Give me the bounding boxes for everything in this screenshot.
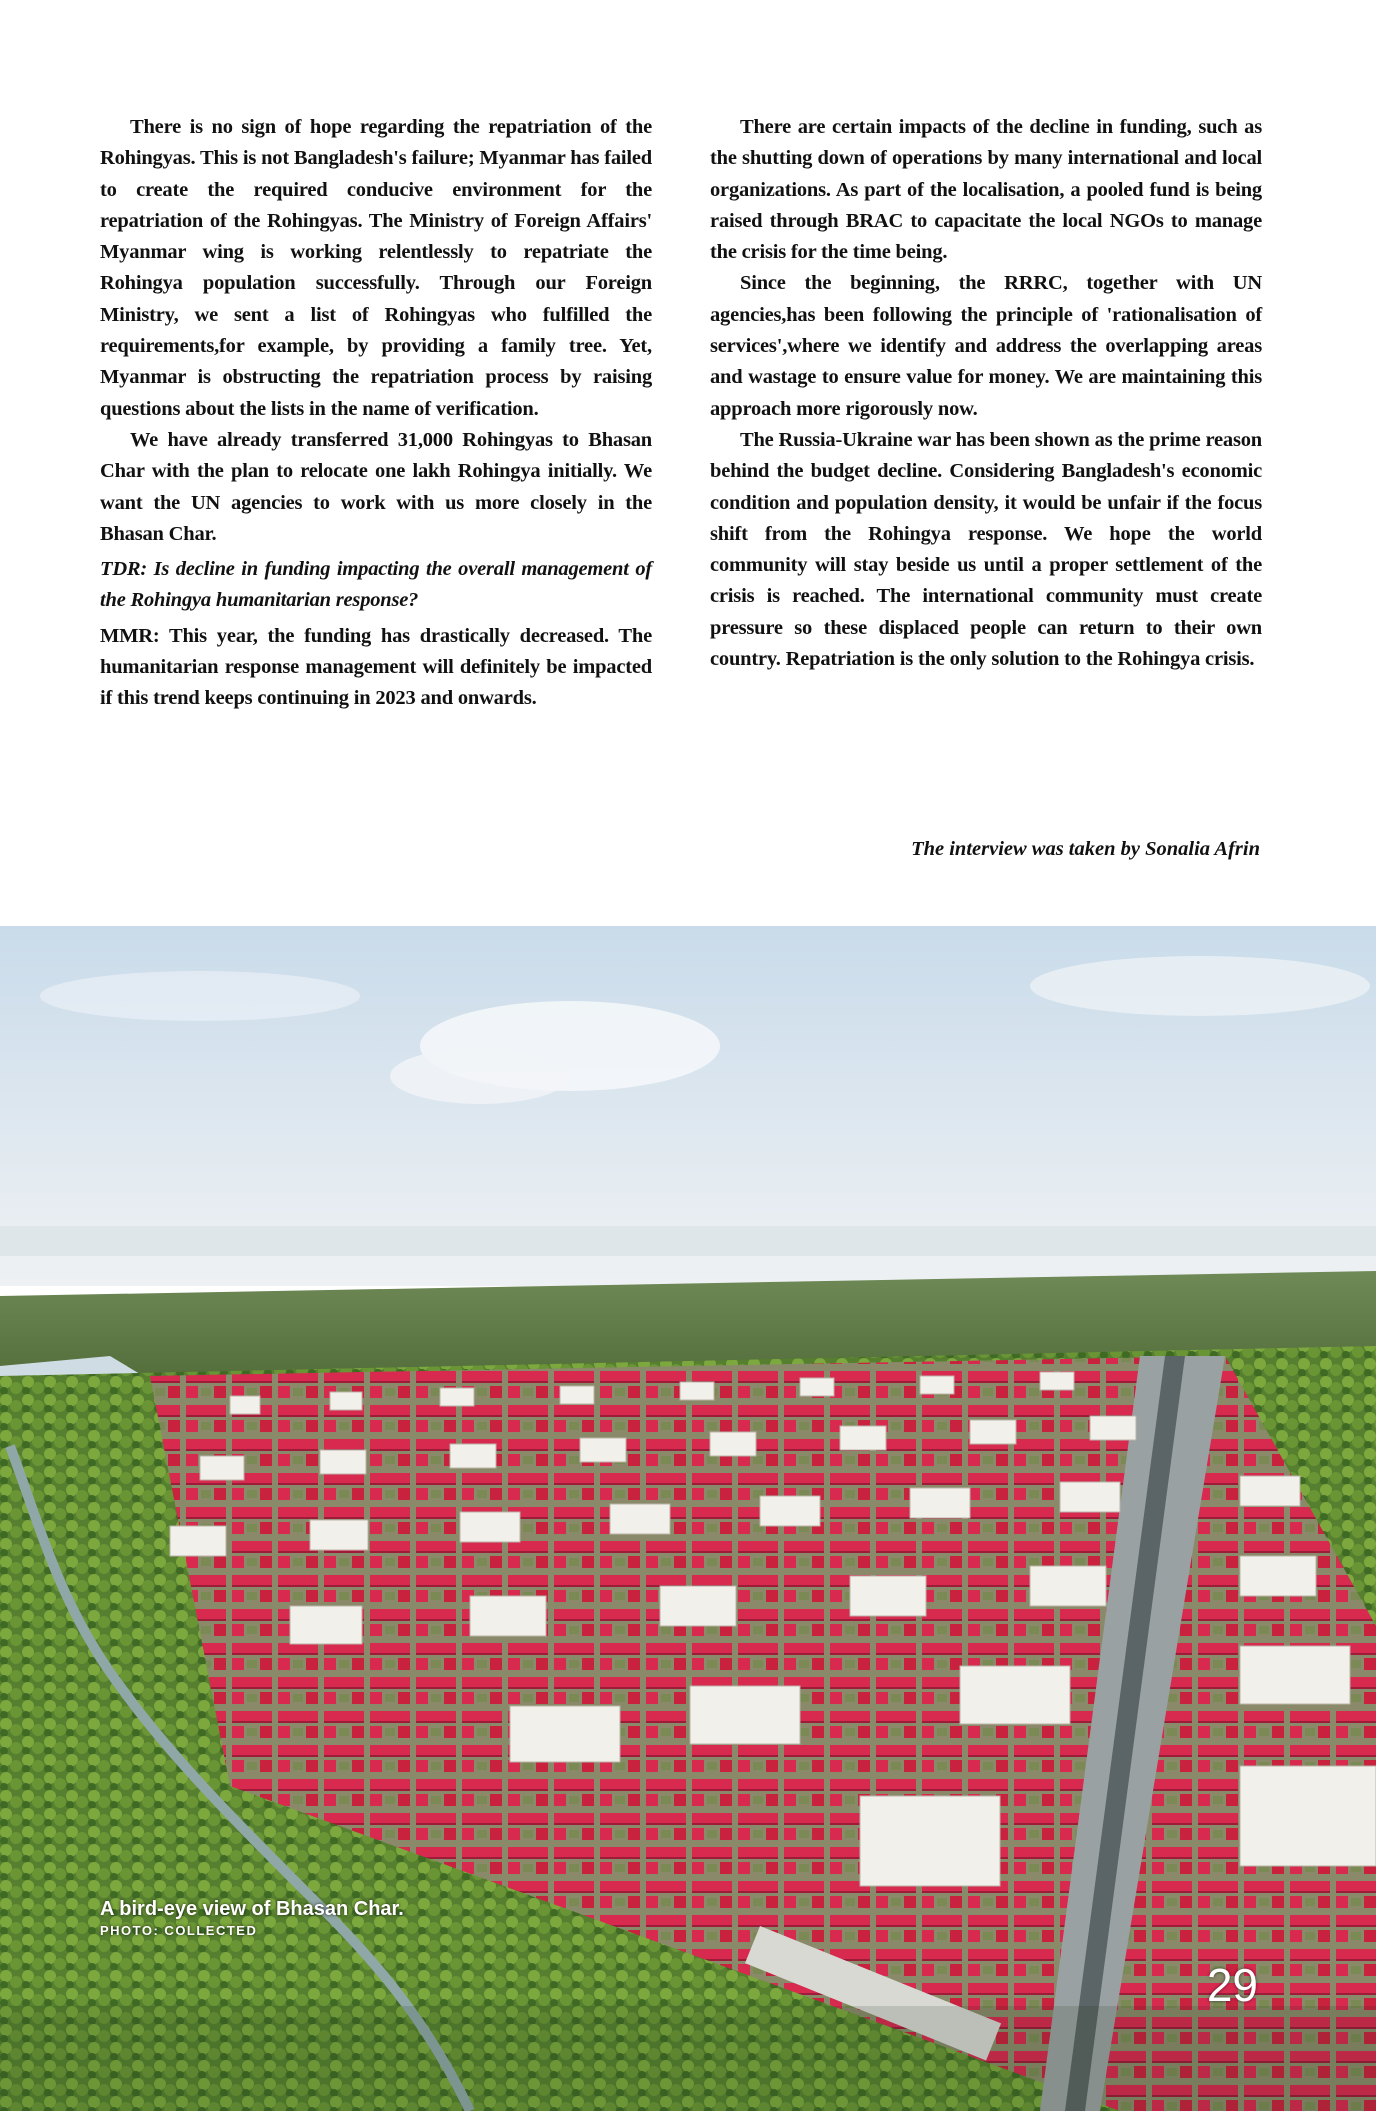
speaker-text: Is decline in funding impacting the overall management of the Rohingya humanitarian response?	[100, 558, 652, 612]
caption-title: A bird-eye view of Bhasan Char.	[100, 1898, 404, 1920]
paragraph: The Russia-Ukraine war has been shown as the prime reason behind the budget decline. Considering Bangladesh's economic condition and population density, it would be unfair if the focus shift from the Rohingya response. We hope the world community will stay beside us until a proper settlement of the crisis is reached. The international community must create pressure so these displaced people can return to their own country. Repatriation is the only solution to the Rohingya crisis.	[710, 428, 1262, 671]
photo-caption	[100, 1896, 404, 1940]
speaker-text: This year, the funding has drastically decreased. The humanitarian response management will definitely be impacted if this trend keeps continuing in 2023 and onwards.	[100, 624, 652, 710]
paragraph: We have already transferred 31,000 Rohingyas to Bhasan Char with the plan to relocate one lakh Rohingya initially. We want the UN agencies to work with us more closely in the Bhasan Char.	[100, 428, 652, 545]
paragraph: Since the beginning, the RRRC, together with UN agencies,has been following the principle of 'rationalisation of services',where we identify and address the overlapping areas and wastage to ensure value for money. We are maintaining this approach more rigorously now.	[710, 272, 1262, 420]
paragraph: There are certain impacts of the decline in funding, such as the shutting down of operations by many international and local organizations. As part of the localisation, a pooled fund is being raised through BRAC to capacitate the local NGOs to manage the crisis for the time being.	[710, 116, 1262, 264]
paragraph: There is no sign of hope regarding the repatriation of the Rohingyas. This is not Bangladesh's failure; Myanmar has failed to create the required conducive environment for the repatriation of the Rohingyas. The Ministry of Foreign Affairs' Myanmar wing is working relentlessly to repatriate the Rohingya population successfully. Through our Foreign Ministry, we sent a list of Rohingyas who fulfilled the requirements,for example, by providing a family tree. Yet, Myanmar is obstructing the repatriation process by raising questions about the lists in the name of verification.	[100, 116, 652, 420]
interview-question	[100, 554, 652, 617]
left-column	[100, 112, 652, 715]
page-number: 29	[1206, 1959, 1258, 2011]
interview-credit: The interview was taken by Sonalia Afrin	[911, 838, 1260, 860]
caption-credit: PHOTO: COLLECTED	[100, 1923, 258, 1938]
right-column	[710, 112, 1262, 675]
speaker-label: MMR:	[100, 624, 160, 647]
interview-answer	[100, 621, 652, 715]
speaker-label: TDR:	[100, 558, 148, 581]
